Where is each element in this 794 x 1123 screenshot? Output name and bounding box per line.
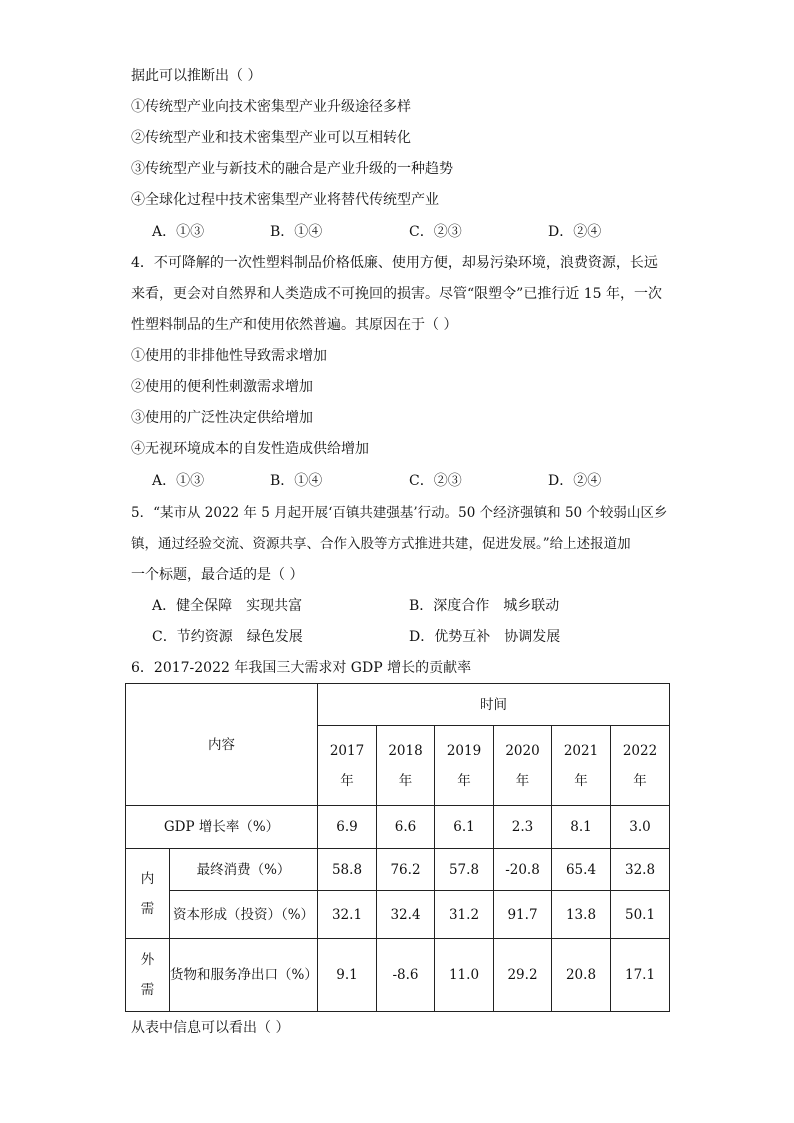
q3-prompt: 据此可以推断出（ ） [131, 68, 262, 84]
q5-option-c[interactable]: C．节约资源 绿色发展 [152, 629, 303, 645]
q5-option-d[interactable]: D．优势互补 协调发展 [409, 629, 561, 645]
consumption-value: 76.2 [377, 849, 435, 891]
gdp-value: 8.1 [552, 806, 611, 849]
q3-option-b[interactable]: B．①④ [270, 224, 323, 240]
q5-stem-line-3: 一个标题，最合适的是（ ） [131, 567, 304, 583]
q5-stem-line-2: 镇，通过经验交流、资源共享、合作入股等方式推进共建，促进发展。”给上述报道加 [131, 536, 631, 552]
q4-stem-line-2: 来看，更会对自然界和人类造成不可挽回的损害。尽管“限塑令”已推行近 15 年，一次 [131, 286, 663, 302]
q6-title: 6．2017-2022 年我国三大需求对 GDP 增长的贡献率 [131, 660, 472, 676]
domestic-demand-label: 内 需 [126, 849, 170, 939]
q3-statement-2: ②传统型产业和技术密集型产业可以互相转化 [131, 130, 411, 146]
q3-option-a[interactable]: A．①③ [152, 224, 205, 240]
q4-option-d[interactable]: D．②④ [548, 473, 602, 489]
q3-statement-4: ④全球化过程中技术密集型产业将替代传统型产业 [131, 192, 439, 208]
gdp-label: GDP 增长率（%） [126, 806, 318, 849]
external-demand-label: 外 需 [126, 939, 170, 1012]
exports-value: 20.8 [552, 939, 611, 1012]
consumption-value: 58.8 [318, 849, 377, 891]
year-header: 2021 年 [552, 726, 611, 806]
q6-prompt: 从表中信息可以看出（ ） [131, 1020, 290, 1036]
exports-value: 11.0 [435, 939, 494, 1012]
q5-stem-line-1: 5．“某市从 2022 年 5 月起开展‘百镇共建强基’行动。50 个经济强镇和 50 个较弱山区乡 [131, 505, 668, 521]
exports-value: 17.1 [611, 939, 670, 1012]
q4-stem-line-1: 4．不可降解的一次性塑料制品价格低廉、使用方便，却易污染环境，浪费资源，长远 [131, 255, 658, 271]
q4-stem-line-3: 性塑料制品的生产和使用依然普遍。其原因在于（ ） [131, 317, 458, 333]
investment-value: 91.7 [494, 891, 552, 939]
q4-statement-2: ②使用的便利性刺激需求增加 [131, 379, 313, 395]
q4-statement-1: ①使用的非排他性导致需求增加 [131, 348, 327, 364]
q5-option-b[interactable]: B．深度合作 城乡联动 [409, 598, 560, 614]
consumption-value: 57.8 [435, 849, 494, 891]
gdp-value: 6.6 [377, 806, 435, 849]
exports-label: 货物和服务净出口（%） [170, 939, 318, 1012]
year-header: 2019 年 [435, 726, 494, 806]
content-header: 内容 [126, 684, 318, 806]
investment-value: 31.2 [435, 891, 494, 939]
exports-value: -8.6 [377, 939, 435, 1012]
investment-value: 32.1 [318, 891, 377, 939]
investment-value: 32.4 [377, 891, 435, 939]
year-header: 2020 年 [494, 726, 552, 806]
q4-option-c[interactable]: C．②③ [409, 473, 462, 489]
year-header: 2022 年 [611, 726, 670, 806]
year-header: 2018 年 [377, 726, 435, 806]
consumption-value: 65.4 [552, 849, 611, 891]
q4-statement-3: ③使用的广泛性决定供给增加 [131, 410, 313, 426]
q3-statement-3: ③传统型产业与新技术的融合是产业升级的一种趋势 [131, 161, 453, 177]
q4-option-b[interactable]: B．①④ [270, 473, 323, 489]
table-row-investment [126, 891, 670, 939]
gdp-value: 2.3 [494, 806, 552, 849]
gdp-value: 6.9 [318, 806, 377, 849]
investment-label: 资本形成（投资）（%） [170, 891, 318, 939]
time-header: 时间 [318, 684, 670, 726]
gdp-contribution-table [125, 683, 670, 1012]
q5-option-a[interactable]: A．健全保障 实现共富 [152, 598, 303, 614]
year-header: 2017 年 [318, 726, 377, 806]
gdp-value: 3.0 [611, 806, 670, 849]
q3-option-c[interactable]: C．②③ [409, 224, 462, 240]
exports-value: 29.2 [494, 939, 552, 1012]
consumption-label: 最终消费（%） [170, 849, 318, 891]
consumption-value: -20.8 [494, 849, 552, 891]
consumption-value: 32.8 [611, 849, 670, 891]
table-row-exports [126, 939, 670, 1012]
exports-value: 9.1 [318, 939, 377, 1012]
table-row-gdp [126, 806, 670, 849]
q3-statement-1: ①传统型产业向技术密集型产业升级途径多样 [131, 99, 411, 115]
table-row-consumption [126, 849, 670, 891]
investment-value: 13.8 [552, 891, 611, 939]
gdp-value: 6.1 [435, 806, 494, 849]
investment-value: 50.1 [611, 891, 670, 939]
q4-statement-4: ④无视环境成本的自发性造成供给增加 [131, 441, 369, 457]
q4-option-a[interactable]: A．①③ [152, 473, 205, 489]
q3-option-d[interactable]: D．②④ [548, 224, 602, 240]
